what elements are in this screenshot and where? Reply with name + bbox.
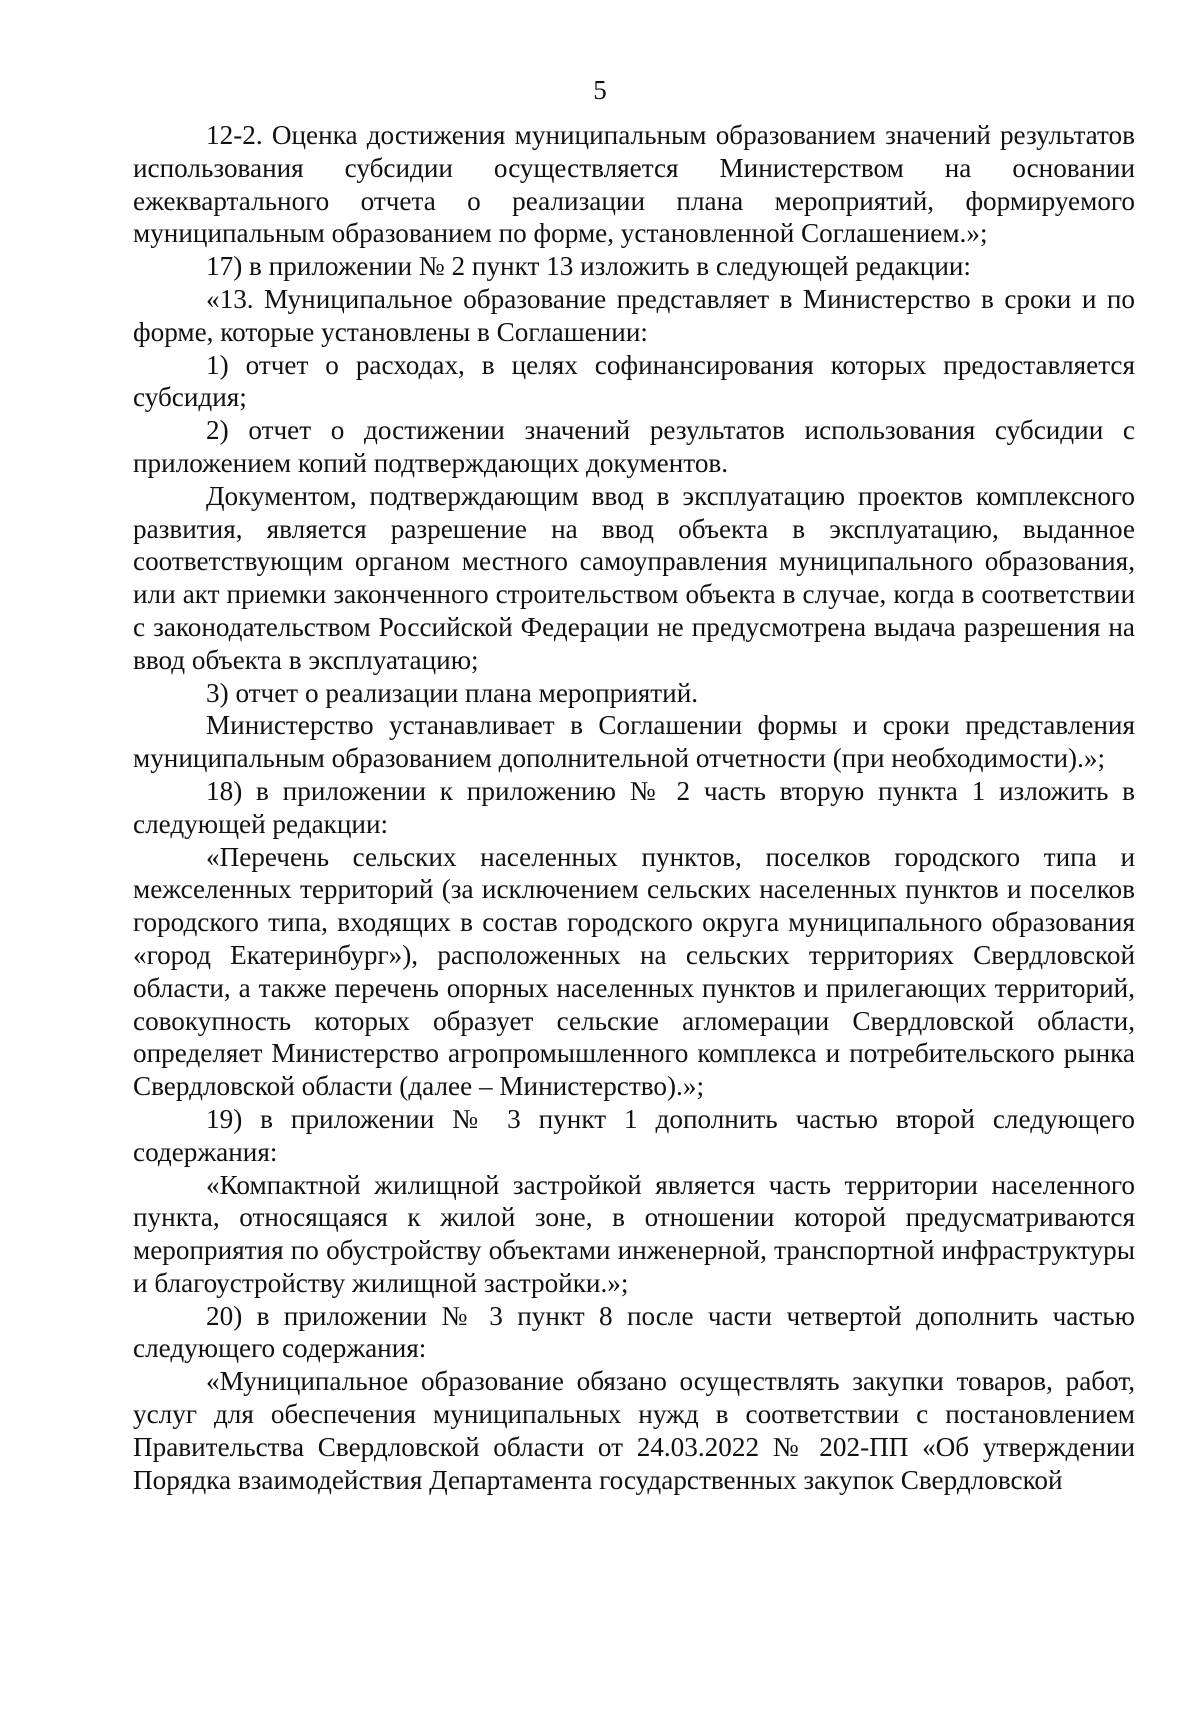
paragraph-item-19: 19) в приложении № 3 пункт 1 дополнить частью второй следующего содержания: bbox=[133, 1103, 1135, 1167]
paragraph-commissioning-document: Документом, подтверждающим ввод в эксплуатацию проектов комплексного развития, является разрешение на ввод объекта в эксплуатацию, выданное соответствующим органом местного самоуправления муниципального образования, или акт приемки законченного строительством объекта в случае, когда в соответствии с законодательством Российской Федерации не предусмотрена выдача разрешения на ввод объекта в эксплуатацию; bbox=[133, 480, 1135, 675]
document-body bbox=[133, 119, 1135, 1496]
paragraph-procurement: «Муниципальное образование обязано осуществлять закупки товаров, работ, услуг для обеспечения муниципальных нужд в соответствии с постановлением Правительства Свердловской области от 24.03.2022 № 202-ПП «Об утверждении Порядка взаимодействия Департамента государственных закупок Свердловской bbox=[133, 1366, 1135, 1495]
paragraph-compact-housing: «Компактной жилищной застройкой является часть территории населенного пункта, относящаяся к жилой зоне, в отношении которой предусматриваются мероприятия по обустройству объектами инженерной, транспортной инфраструктуры и благоустройству жилищной застройки.»; bbox=[133, 1169, 1135, 1298]
paragraph-report-expenses: 1) отчет о расходах, в целях софинансирования которых предоставляется субсидия; bbox=[133, 349, 1135, 413]
paragraph-report-results: 2) отчет о достижении значений результатов использования субсидии с приложением копий подтверждающих документов. bbox=[133, 415, 1135, 478]
paragraph-item-18: 18) в приложении к приложению № 2 часть вторую пункта 1 изложить в следующей редакции: bbox=[133, 775, 1135, 839]
paragraph-settlements-list: «Перечень сельских населенных пунктов, поселков городского типа и межселенных территорий (за исключением сельских населенных пунктов и поселков городского типа, входящих в состав городского округа муниципального образования «город Екатеринбург»), расположенных на сельских территориях Свердловской области, а также перечень опорных населенных пунктов и прилегающих территорий, совокупность которых образует сельские агломерации Свердловской области, определяет Министерство агропромышленного комплекса и потребительского рынка Свердловской области (далее – Министерство).»; bbox=[133, 841, 1135, 1102]
paragraph-13-intro: «13. Муниципальное образование представляет в Министерство в сроки и по форме, которые установлены в Соглашении: bbox=[133, 283, 1135, 347]
paragraph-report-plan: 3) отчет о реализации плана мероприятий. bbox=[206, 677, 699, 708]
page-number: 5 bbox=[593, 75, 607, 105]
paragraph-item-20: 20) в приложении № 3 пункт 8 после части четвертой дополнить частью следующего содержания: bbox=[133, 1300, 1135, 1364]
paragraph-additional-reporting: Министерство устанавливает в Соглашении формы и сроки представления муниципальным образованием дополнительной отчетности (при необходимости).»; bbox=[133, 710, 1135, 774]
paragraph-item-17: 17) в приложении № 2 пункт 13 изложить в следующей редакции: bbox=[206, 251, 971, 282]
paragraph-12-2: 12-2. Оценка достижения муниципальным образованием значений результатов использования субсидии осуществляется Министерством на основании ежеквартального отчета о реализации плана мероприятий, формируемого муниципальным образованием по форме, установленной Соглашением.»; bbox=[133, 120, 1135, 249]
